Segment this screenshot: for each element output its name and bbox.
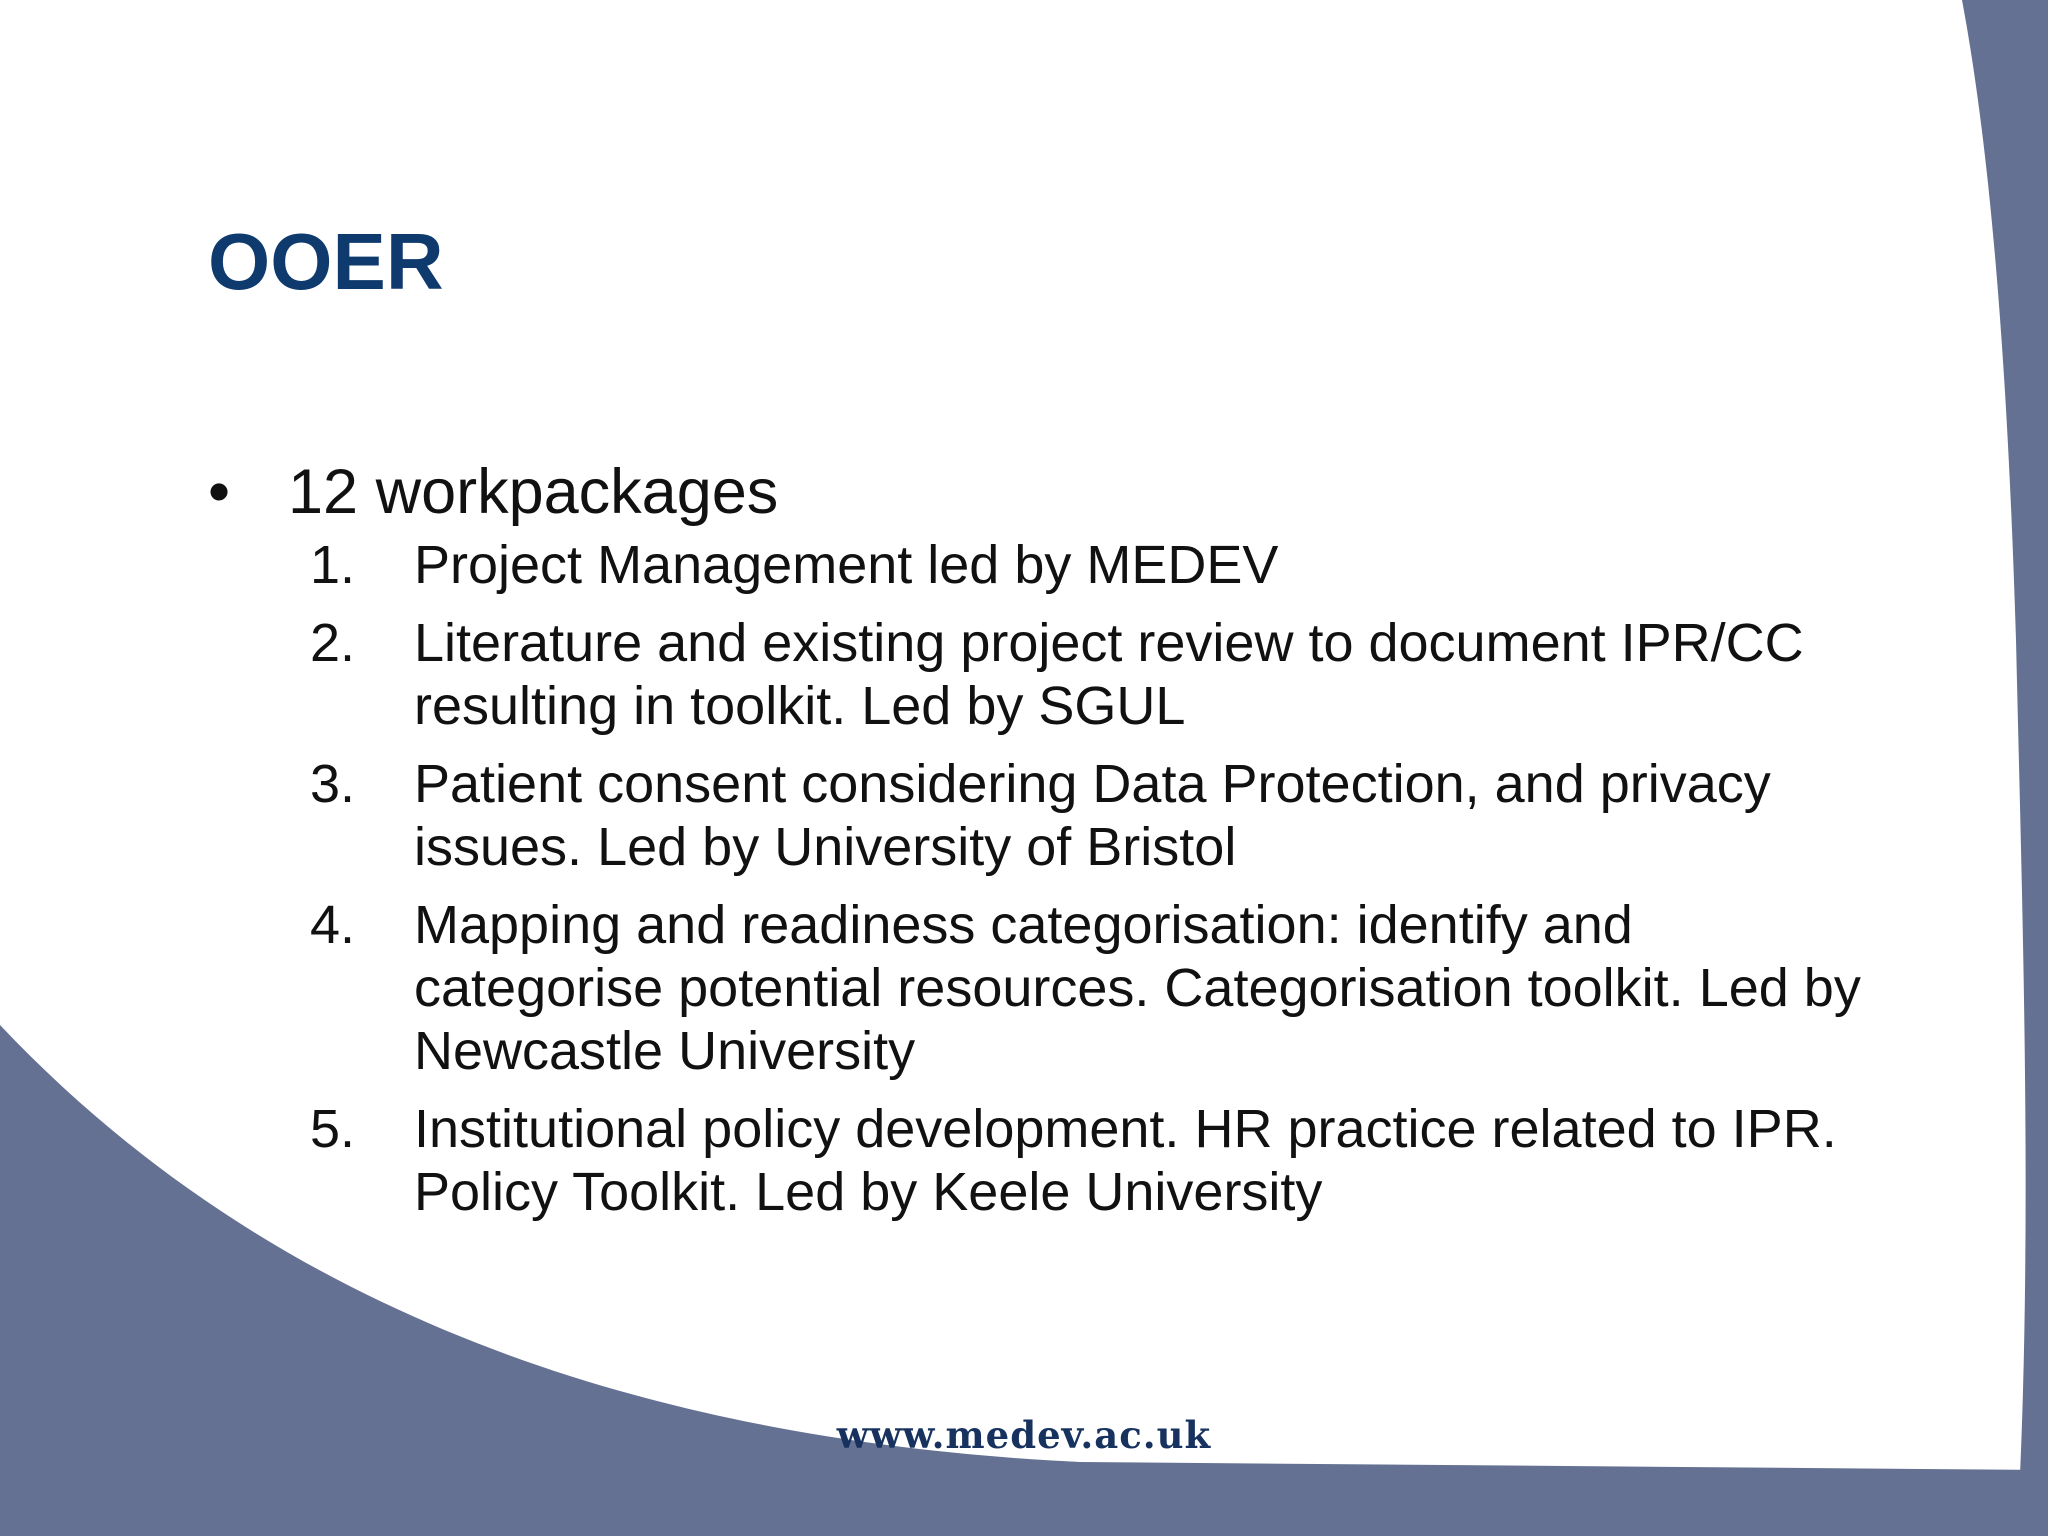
background-swoosh-right (1962, 0, 2048, 1536)
slide-title: OOER (208, 217, 444, 306)
list-item-text: Project Management led by MEDEV (414, 535, 1279, 595)
list-item-number: 4. (310, 895, 356, 955)
slide-body (208, 452, 1908, 1239)
list-item-text: Patient consent considering Data Protection, and privacy issues. Led by University of Bristol (414, 754, 1771, 877)
footer-url: www.medev.ac.uk (836, 1413, 1212, 1457)
list-item-text: Institutional policy development. HR practice related to IPR. Policy Toolkit. Led by Keele University (414, 1099, 1837, 1222)
list-item (310, 1098, 1908, 1224)
list-item (310, 534, 1908, 597)
list-item-number: 2. (310, 613, 356, 673)
workpackage-list (208, 534, 1908, 1224)
list-item (310, 612, 1908, 738)
list-item (310, 753, 1908, 879)
list-item-number: 3. (310, 754, 356, 814)
bullet-item (208, 452, 1908, 532)
bullet-marker: • (208, 457, 231, 527)
list-item (310, 894, 1908, 1083)
list-item-number: 1. (310, 535, 356, 595)
list-item-text: Mapping and readiness categorisation: identify and categorise potential resources. Categorisation toolkit. Led by Newcastle University (414, 895, 1861, 1081)
bullet-text: 12 workpackages (288, 457, 779, 527)
list-item-text: Literature and existing project review to document IPR/CC resulting in toolkit. Led by SGUL (414, 613, 1804, 736)
list-item-number: 5. (310, 1099, 356, 1159)
